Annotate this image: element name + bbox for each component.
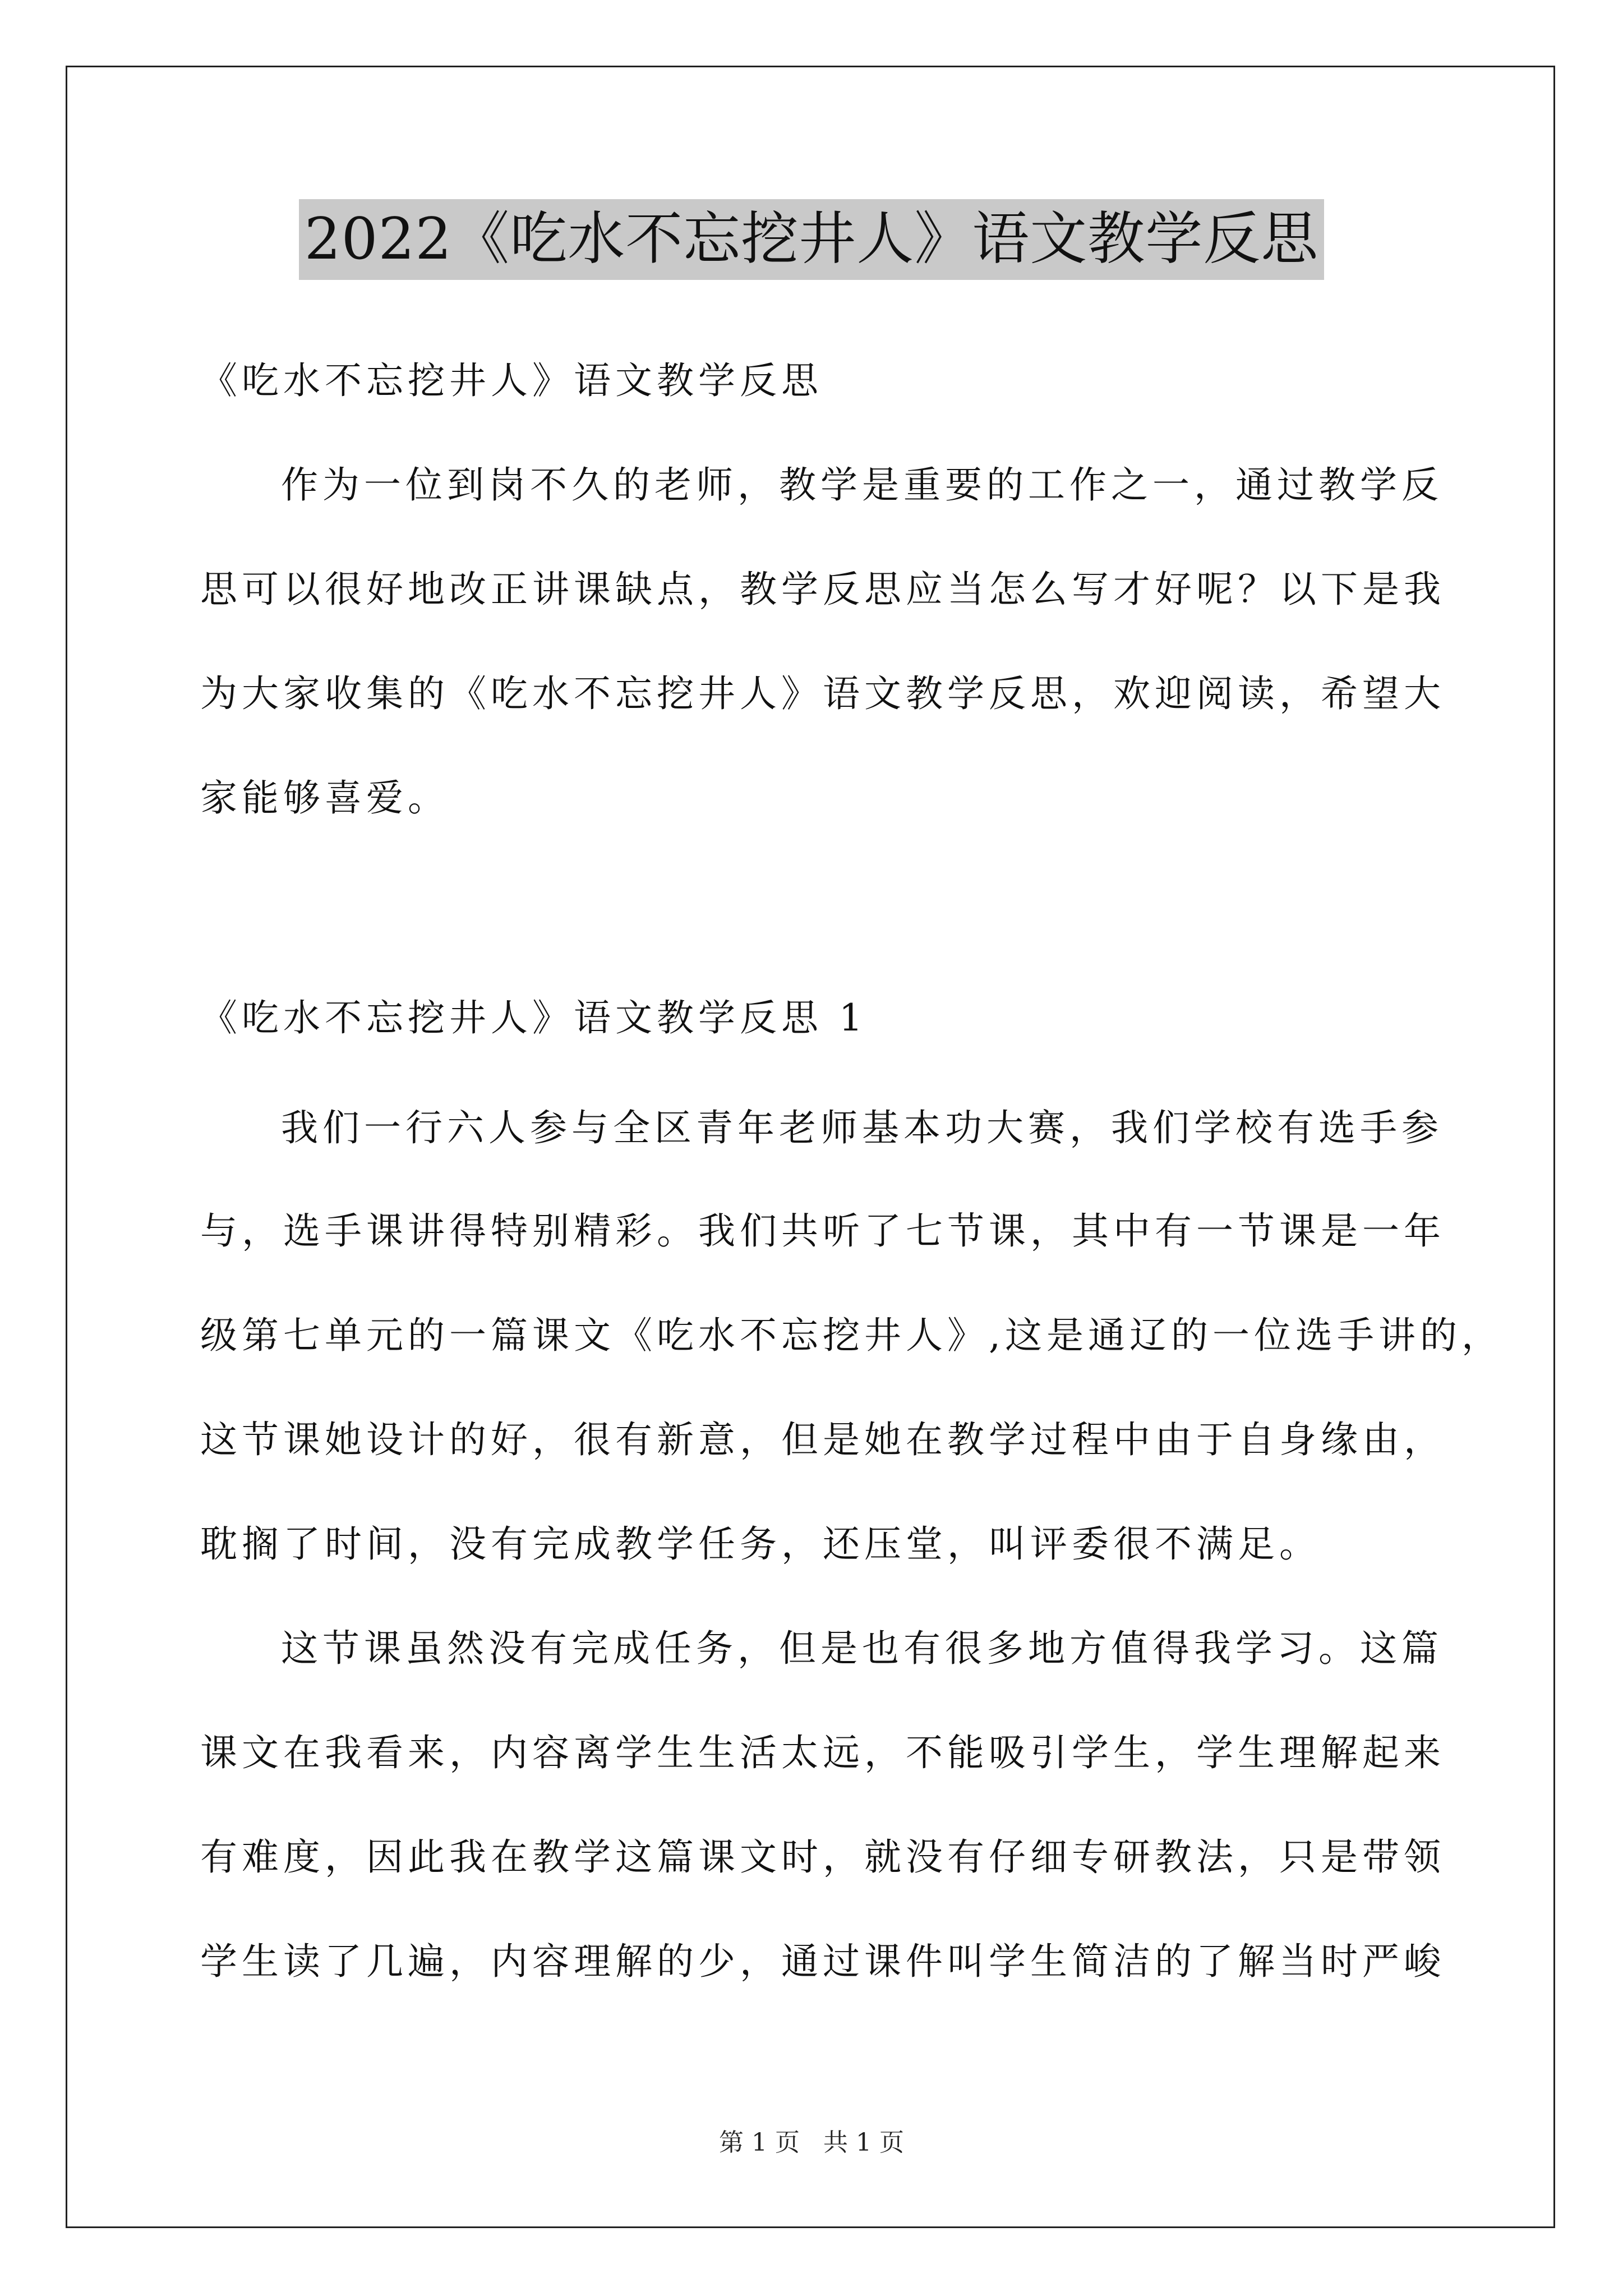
paragraph-line: 级第七单元的一篇课文《吃水不忘挖井人》,这是通辽的一位选手讲的， xyxy=(200,1314,1503,1357)
paragraph-line: 这节课她设计的好，很有新意，但是她在教学过程中由于自身缘由， xyxy=(200,1418,1445,1461)
paragraph-line: 课文在我看来，内容离学生生活太远，不能吸引学生，学生理解起来 xyxy=(200,1731,1445,1774)
document-title: 2022《吃水不忘挖井人》语文教学反思 xyxy=(299,199,1325,280)
title-wrap xyxy=(0,199,1623,280)
intro-line: 家能够喜爱。 xyxy=(200,776,449,820)
paragraph-line: 这节课虽然没有完成任务，但是也有很多地方值得我学习。这篇 xyxy=(281,1627,1443,1670)
page-number: 第 1 页 xyxy=(719,2128,800,2157)
section-heading: 《吃水不忘挖井人》语文教学反思 1 xyxy=(200,996,867,1039)
paragraph-line: 我们一行六人参与全区青年老师基本功大赛，我们学校有选手参 xyxy=(281,1106,1443,1149)
subtitle: 《吃水不忘挖井人》语文教学反思 xyxy=(200,359,823,402)
paragraph-line: 耽搁了时间，没有完成教学任务，还压堂，叫评委很不满足。 xyxy=(200,1522,1321,1566)
intro-line: 思可以很好地改正讲课缺点，教学反思应当怎么写才好呢？以下是我 xyxy=(200,568,1445,611)
intro-line: 为大家收集的《吃水不忘挖井人》语文教学反思，欢迎阅读，希望大 xyxy=(200,672,1445,715)
page-footer xyxy=(0,2126,1623,2160)
page-total: 共 1 页 xyxy=(823,2128,904,2157)
intro-line: 作为一位到岗不久的老师，教学是重要的工作之一，通过教学反 xyxy=(281,463,1443,507)
paragraph-line: 与，选手课讲得特别精彩。我们共听了七节课，其中有一节课是一年 xyxy=(200,1209,1445,1253)
paragraph-line: 有难度，因此我在教学这篇课文时，就没有仔细专研教法，只是带领 xyxy=(200,1835,1445,1879)
paragraph-line: 学生读了几遍，内容理解的少，通过课件叫学生简洁的了解当时严峻 xyxy=(200,1940,1445,1983)
